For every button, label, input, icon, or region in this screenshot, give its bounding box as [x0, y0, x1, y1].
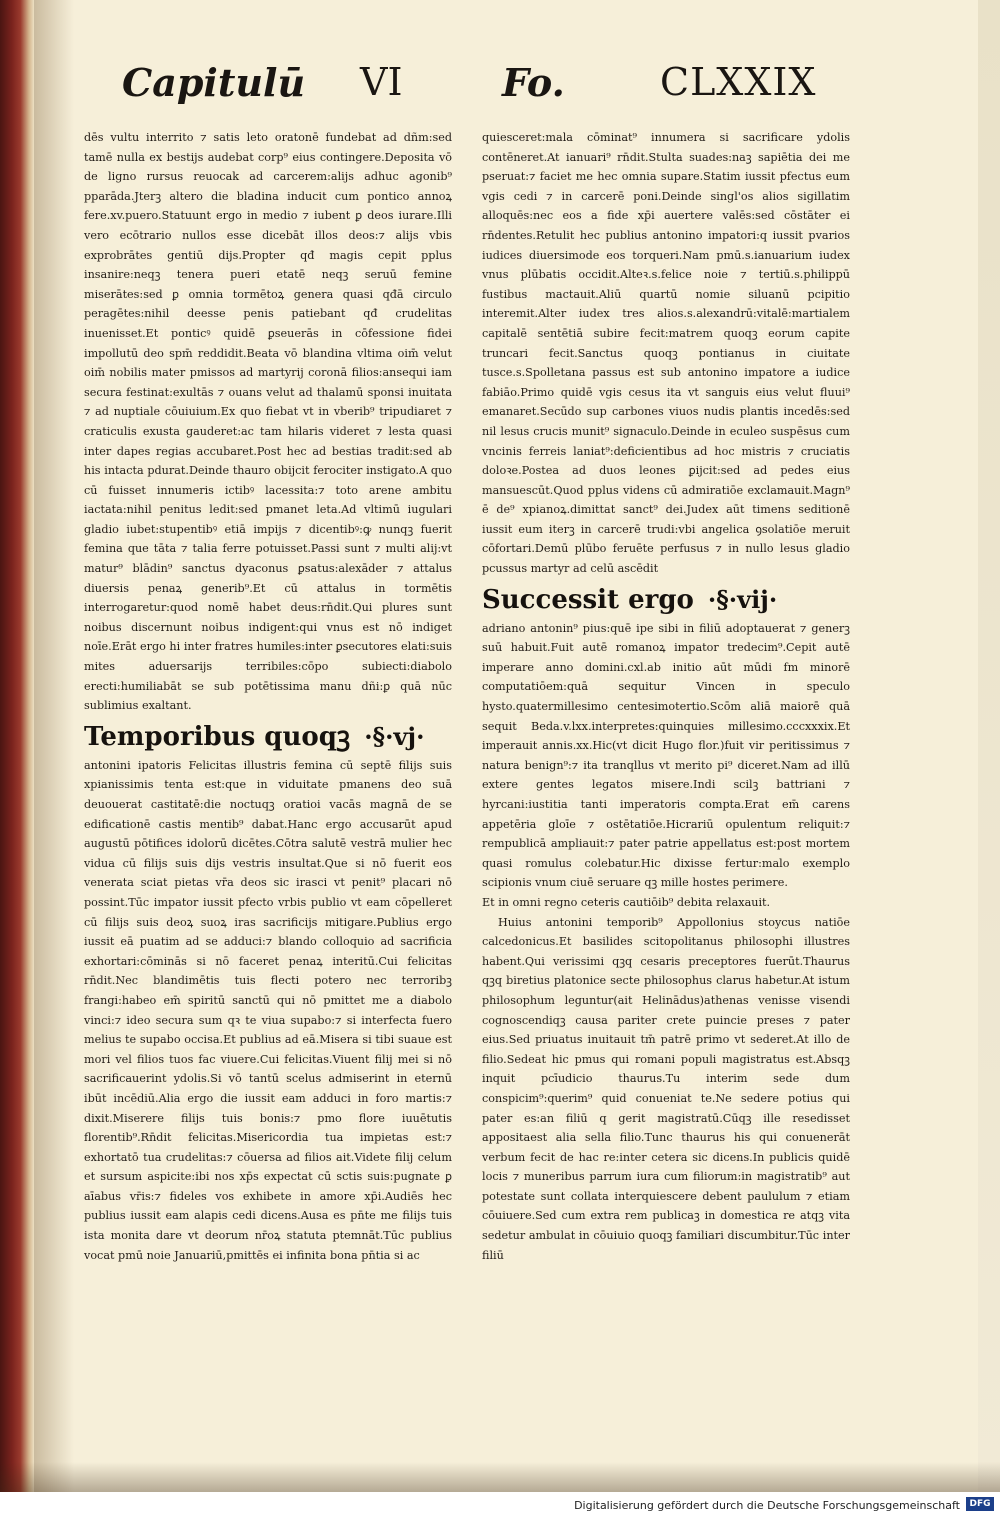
gutter-shadow: [34, 0, 74, 1492]
dfg-logo: DFG: [966, 1497, 994, 1511]
section-heading-vi: [84, 720, 452, 754]
section-heading-text: Successit ergo: [482, 584, 694, 615]
right-paragraph-3: Et in omni regno ceteris cautiōib⁹ debita relaxauit.: [482, 895, 771, 909]
running-head-right: Fo.: [502, 60, 565, 105]
bottom-shadow: [0, 1462, 1000, 1492]
section-heading-vii: [482, 583, 850, 617]
running-head-left: Capitulū: [122, 60, 306, 105]
section-mark: ·§·vj·: [364, 721, 425, 751]
left-paragraph-2: antonini ipatoris Felicitas illustris femina cū septē filijs suis xpianissimis tenta est:que in viduitate pmanens deo suā deuouerat castitatē:die noctuqꝫ oratioi vacās magnā de se edificationē castis mentib⁹ dabat.Hanc ergo accusarūt apud augustū pōtifices idolorū dicētes.Cōtra salutē vestrā mulier hec vidua cū filijs suis dijs vestris insultat.Que si nō fuerit eos venerata sciat pietas vr̄a deos sic irasci vt penit⁹ placari nō possint.Tūc impator iussit pfecto vrbis publio vt eam cōpelleret cū filijs suis deoꝝ suoꝝ iras sacrificijs mitigare.Publius ergo iussit eā puatim ad se adduci:⁊ blando colloquio ad sacrificia exhortari:cōminās si nō faceret penaꝝ interitū.Cui felicitas rn̄dit.Nec blandimētis tuis flecti potero nec terroribꝫ frangi:habeo em̄ spiritū sanctū qui nō pmittet me a diabolo vinci:⁊ ideo secura sum qꝛ te viua supabo:⁊ si interfecta fuero melius te supabo occisa.Et publius ad eā.Misera si tibi suaue est mori vel filios tuos fac viuere.Cui felicitas.Viuent filij mei si nō sacrificauerint ydolis.Si vō tantū scelus admiserint in eternū ibūt incēdiū.Alia ergo die iussit eam adduci in foro martis:⁊ dixit.Miserere filijs tuis bonis:⁊ pmo flore iuuētutis florentib⁹.Rn̄dit felicitas.Misericordia tua impietas est:⁊ exhortatō tua crudelitas:⁊ cōuersa ad filios ait.Videte filij celum et sursum aspicite:ibi nos xp̄s expectat cū sctis suis:pugnate ꝑ aīabus vr̄is:⁊ fideles vos exhibete in amore xp̄i.Audiēs hec publius iussit eam alapis cedi dicens.Ausa es pn̄te me filijs tuis ista monita dare vt deorum nr̄oꝝ statuta ptemnāt.Tūc publius vocat pmū noie Januariū,pmittēs ei infinita bona pn̄tia si ac: [84, 758, 452, 1262]
right-paragraph-4: Huius antonini temporib⁹ Appollonius stoycus natiōe calcedonicus.Et basilides scitopolitanus philosophi illustres habent.Qui verissimi qꝫq cesaris preceptores fuerūt.Thaurus qꝫq biretius platonice secte philosophus clarus habetur.At istum philosophum leguntur(ait Helinādus)athenas venisse visendi cognoscendiqꝫ causa pariter crete puincie preses ⁊ pater eius.Sed priuatus inuitauit tm̄ patrē primo vt sederet.At illo de filio.Sedeat hic pmus qui romani populi magistratus est.Absqꝫ inquit pcīudicio thaurus.Tu interim sede dum conspicim⁹:querim⁹ quid conueniat te.Ne sedere potius qui pater es:an filiū q gerit magistratū.Cūqꝫ ille resedisset appositaest alia sella filio.Tunc thaurus his qui conuenerāt verbum fecit de hac re:inter cetera sic dicens.In publicis quidē locis ⁊ muneribus parrum iura cum filiorum:in magistratib⁹ aut potestate sunt collata interquiescere debent paululum ⁊ etiam cōuiuere.Sed cum extra rem publicaꝫ in domestica re atqꝫ vita sedetur ambulat in cōuiuio quoqꝫ familiari discumbitur.Tūc inter filiū: [482, 915, 850, 1262]
right-column: [482, 128, 850, 1265]
folio-number: CLXXIX: [660, 60, 817, 104]
left-paragraph-1: dēs vultu interrito ⁊ satis leto oratonē fundebat ad dñm:sed tamē nulla ex bestijs audebat corp⁹ eius contingere.Deposita vō de ligno rursus reuocak ad carcerem:alijs adhuc agonib⁹ pparāda.Jterꝫ altero die bladina inducit cum pontico annoꝝ fere.xv.puero.Statuunt ergo in medio ⁊ iubent ꝑ deos iurare.Illi vero ecōtrario nullos esse dicebāt illos deos:⁊ alijs vbis exprobrātes gentiū dijs.Propter qđ magis cepit pplus insanire:neqꝫ tenera pueri etatē neqꝫ seruū femine miserātes:sed ꝑ omnia tormētoꝝ genera quasi qđā circulo peragētes:nihil deesse penis patiebant qđ crudelitas inuenisset.Et ponticꝰ quidē ꝑseuerās in cōfessione fidei impollutū deo spm̄ reddidit.Beata vō blandina vltima oim̄ velut oim̄ nobilis mater pmissos ad martyrij coronā filios:ansequi iam secura festinat:exultās ⁊ ouans velut ad thalamū sponsi inuitata ⁊ ad nuptiale cōuiuium.Ex quo fiebat vt in vberib⁹ tripudiaret ⁊ craticulis exusta gauderet:ac tam hilaris videret ⁊ lesta quasi inter dapes regias accubaret.Post hec ad bestias tradit:sed ab his intacta pdurat.Deinde thauro obijcit ferociter instigato.A quo cū fuisset innumeris ictibꝰ lacessita:⁊ toto arene ambitu iactata:nihil penitus ledit:sed pmanet leta.Ad vltimū iugulari gladio iubet:stupentibꝰ etiā impijs ⁊ dicentibꝰ:ꝙ nunqꝫ fuerit femina que tāta ⁊ talia ferre potuisset.Passi sunt ⁊ multi alij:vt matur⁹ blādin⁹ sanctus dyaconus ꝑsatus:alexāder ⁊ attalus diuersis penaꝝ generib⁹.Et cū attalus in tormētis interrogaretur:quod nomē habet deus:rn̄dit.Qui plures sunt noibus discernunt noibus indigent:qui vnus est nō indiget noīe.Erāt ergo hi inter fratres humiles:inter ꝑsecutores elati:suis mites aduersarijs terribiles:cōpo subiecti:diabolo erecti:humiliabāt se sub potētissima manu dñi:ꝑ quā nūc sublimius exaltant.: [84, 131, 452, 713]
right-page-edge: [978, 0, 1000, 1492]
section-heading-text: Temporibus quoqꝫ: [84, 721, 351, 752]
section-mark: ·§·vij·: [707, 584, 778, 614]
funding-note: Digitalisierung gefördert durch die Deutsche Forschungsgemeinschaft: [574, 1499, 960, 1512]
book-binding: [0, 0, 34, 1492]
right-paragraph-2: adriano antonin⁹ pius:quē ipe sibi in filiū adoptauerat ⁊ generꝫ suū habuit.Fuit autē romanoꝝ impator tredecim⁹.Cepit autē imperare anno domini.cxl.ab initio aūt mūdi fm minorē computatiōem:quā sequitur Vincen in speculo hysto.quatermillesimo centesimotertio.Scōm aliā maiorē quā sequit Beda.v.lxx.interpretes:quinquies millesimo.cccxxxix.Et imperauit annis.xx.Hic(vt dicit Hugo flor.)fuit vir peritissimus ⁊ natura benign⁹:⁊ ita tranqllus vt merito pi⁹ diceret.Nam ad illū extere gentes legatos misere.Indi scilꝫ battriani ⁊ hyrcani:iustitia tanti imperatoris compta.Erat em̄ carens appetēria gloīe ⁊ ostētatiōe.Hicrariū opulentum reliquit:⁊ rempublicā ampliauit:⁊ pater patrie appellatus est:post mortem quasi romulus colebatur.Hic dixisse fertur:malo exemplo scipionis vnum ciuē seruare qꝫ mille hostes perimere.: [482, 621, 850, 890]
left-column: [84, 128, 452, 1265]
chapter-number: VI: [360, 60, 403, 104]
right-paragraph-1: quiesceret:mala cōminat⁹ innumera si sacrificare ydolis contēneret.At ianuari⁹ rn̄dit.Stulta suades:naꝫ sapiētia dei me pseruat:⁊ faciet me hec omnia supare.Statim iussit pfectus eum vgis cedi ⁊ in carcerē poni.Deinde singl'os alios sigillatim alloquēs:nec eos a fide xp̄i auertere valēs:sed cōstāter ei rn̄dentes.Retulit hec publius antonino impatori:q iussit pvarios iudices diuersimode eos torqueri.Nam pmū.s.ianuarium iudex vnus plūbatis occidit.Alteꝛ.s.felice noie ⁊ tertiū.s.philippū fustibus mactauit.Aliū quartū nomie siluanū pcipitio interemit.Alter iudex tres alios.s.alexandrū:vitalē:martialem capitalē sentētiā subire fecit:matrem quoqꝫ eorum capite truncari fecit.Sanctus quoqꝫ pontianus in ciuitate tusce.s.Spolletana passus est sub antonino impatore a iudice fabiāo.Primo quidē vgis cesus ita vt sanguis eius velut fluui⁹ emanaret.Secūdo sup carbones viuos nudis plantis incedēs:sed nil lesus crucis munit⁹ signaculo.Deinde in eculeo suspēsus cum vncinis ferreis laniat⁹:deficientibus ad hoc mistris ⁊ cruciatis doloꝛe.Postea ad duos leones ꝑijcit:sed ad pedes eius mansuescūt.Quod pplus videns cū admiratiōe exclamauit.Magn⁹ ē de⁹ xpianoꝝ.dimittat sanct⁹ dei.Judex aūt timens seditionē iussit eum iterꝫ in carcerē trudi:vbi angelica ꝯsolatiōe meruit cōfortari.Demū plūbo feruēte perfusus ⁊ in nullo lesus gladio pcussus martyr ad celū ascēdit: [482, 131, 850, 576]
